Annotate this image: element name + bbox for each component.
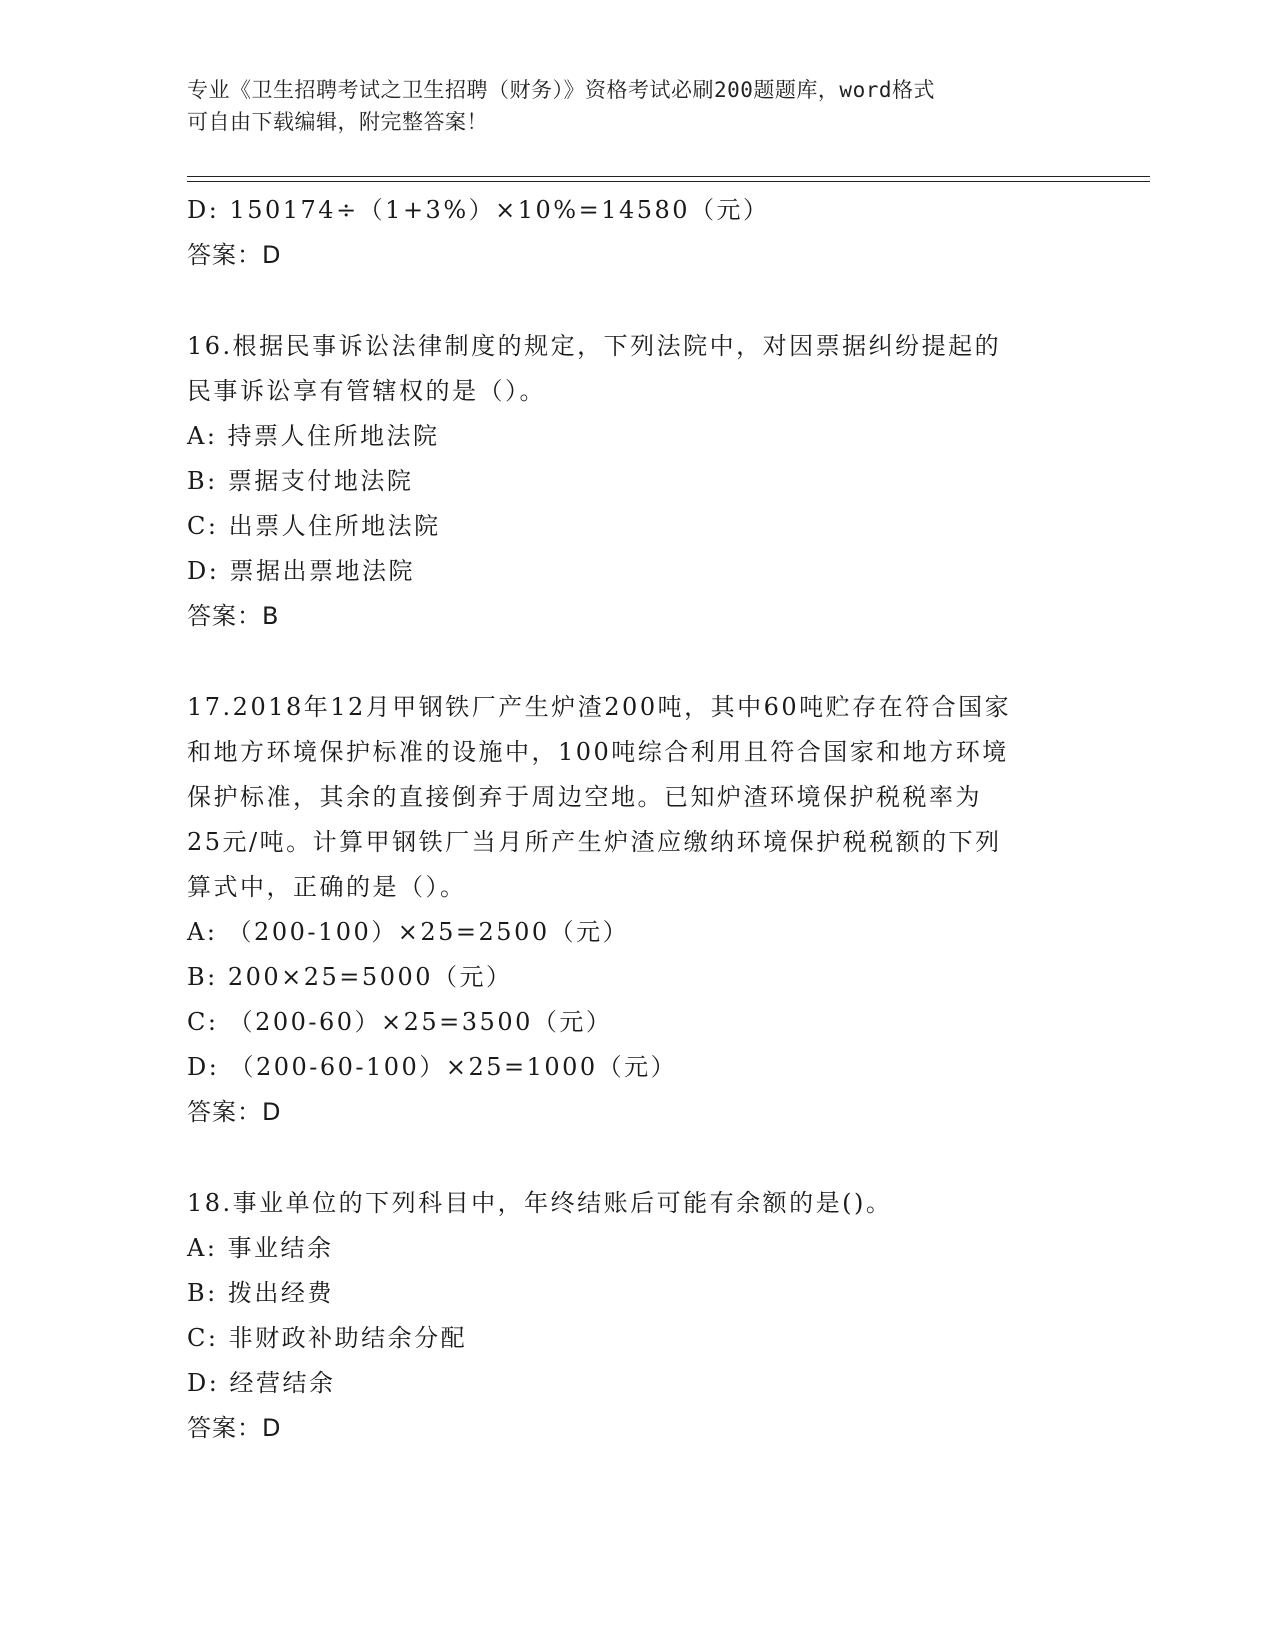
answer-line: 答案：D bbox=[187, 241, 282, 269]
header-line-2: 可自由下载编辑，附完整答案！ bbox=[187, 110, 488, 134]
document-header bbox=[187, 74, 1067, 138]
option-c: C: 出票人住所地法院 bbox=[187, 512, 441, 540]
question-text-line: 16.根据民事诉讼法律制度的规定，下列法院中，对因票据纠纷提起的 bbox=[187, 332, 1002, 360]
option-d: D: 150174÷（1+3%）×10%=14580（元） bbox=[187, 196, 770, 224]
option-a: A: （200-100）×25=2500（元） bbox=[187, 918, 630, 946]
spacer bbox=[187, 278, 1087, 324]
question-text-line: 18.事业单位的下列科目中，年终结账后可能有余额的是()。 bbox=[187, 1189, 893, 1217]
option-d: D: 经营结余 bbox=[187, 1369, 336, 1397]
question-text-line: 17.2018年12月甲钢铁厂产生炉渣200吨，其中60吨贮存在符合国家 bbox=[187, 693, 1012, 721]
question-text-line: 算式中，正确的是（）。 bbox=[187, 873, 467, 901]
header-line-1: 专业《卫生招聘考试之卫生招聘（财务）》资格考试必刷200题题库，word格式 bbox=[187, 78, 935, 102]
question-text-line: 和地方环境保护标准的设施中，100吨综合利用且符合国家和地方环境 bbox=[187, 738, 1009, 766]
option-c: C: 非财政补助结余分配 bbox=[187, 1324, 468, 1352]
question-block-17 bbox=[187, 685, 1087, 1135]
option-a: A: 事业结余 bbox=[187, 1234, 334, 1262]
spacer bbox=[187, 1135, 1087, 1181]
header-divider-top bbox=[187, 176, 1150, 177]
question-text-line: 民事诉讼享有管辖权的是（）。 bbox=[187, 377, 546, 405]
option-a: A: 持票人住所地法院 bbox=[187, 422, 440, 450]
header-divider-bottom bbox=[187, 181, 1150, 182]
option-c: C: （200-60）×25=3500（元） bbox=[187, 1008, 613, 1036]
option-d: D: （200-60-100）×25=1000（元） bbox=[187, 1053, 678, 1081]
option-b: B: 200×25=5000（元） bbox=[187, 963, 513, 991]
answer-line: 答案：D bbox=[187, 1414, 282, 1442]
spacer bbox=[187, 639, 1087, 685]
document-body bbox=[187, 188, 1087, 1451]
question-block-16 bbox=[187, 324, 1087, 639]
question-block-18 bbox=[187, 1181, 1087, 1451]
answer-line: 答案：D bbox=[187, 1098, 282, 1126]
answer-line: 答案：B bbox=[187, 602, 280, 630]
question-text-line: 25元/吨。计算甲钢铁厂当月所产生炉渣应缴纳环境保护税税额的下列 bbox=[187, 828, 1002, 856]
question-text-line: 保护标准，其余的直接倒弃于周边空地。已知炉渣环境保护税税率为 bbox=[187, 783, 982, 811]
option-d: D: 票据出票地法院 bbox=[187, 557, 415, 585]
option-b: B: 拨出经费 bbox=[187, 1279, 334, 1307]
question-block-15 bbox=[187, 188, 1087, 278]
option-b: B: 票据支付地法院 bbox=[187, 467, 414, 495]
